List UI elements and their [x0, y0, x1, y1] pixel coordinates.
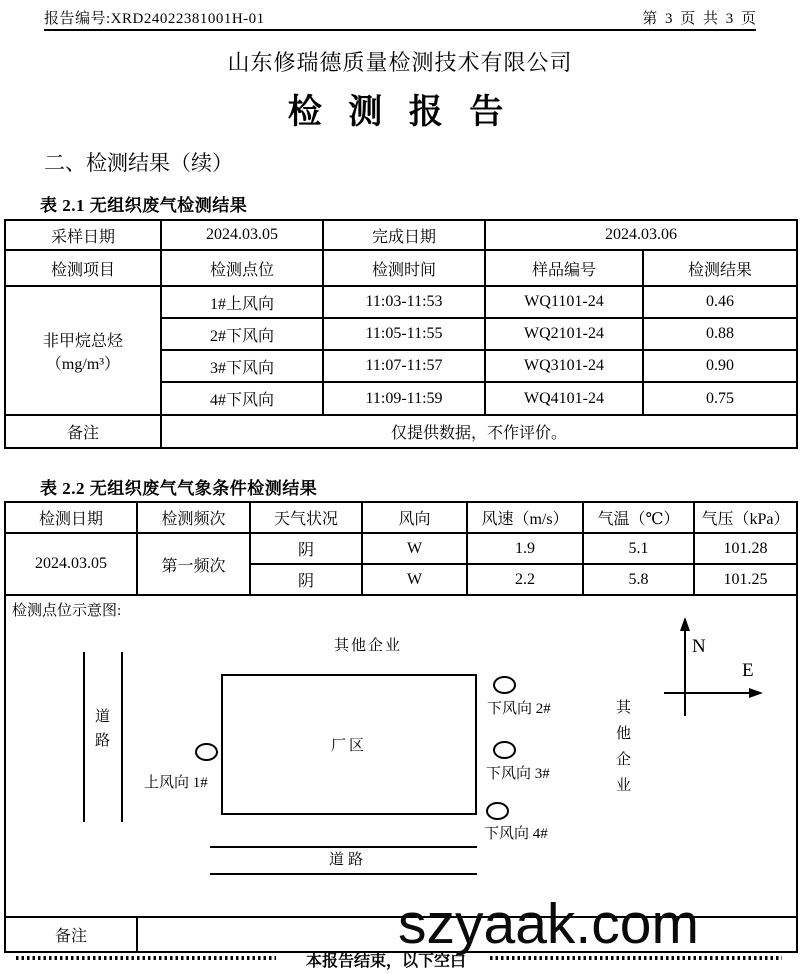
time-cell: 11:03-11:53 — [323, 286, 485, 318]
column-header: 气压（kPa） — [694, 502, 797, 533]
remark-label: 备注 — [5, 917, 137, 952]
completion-date-value: 2024.03.06 — [485, 220, 797, 250]
column-header: 检测点位 — [161, 250, 323, 286]
wind-speed-cell: 1.9 — [467, 533, 583, 564]
table22 — [4, 501, 798, 956]
document-title: 检 测 报 告 — [287, 94, 513, 131]
point-cell: 1#上风向 — [161, 286, 323, 318]
column-header: 风速（m/s） — [467, 502, 583, 533]
sampling-point-marker-4 — [486, 802, 509, 820]
result-cell: 0.75 — [643, 382, 797, 415]
downwind-2-label: 下风向 2# — [487, 701, 551, 717]
result-cell: 0.46 — [643, 286, 797, 318]
wind-speed-cell: 2.2 — [467, 564, 583, 595]
header-divider — [44, 29, 756, 31]
column-header: 气温（℃） — [583, 502, 694, 533]
time-cell: 11:07-11:57 — [323, 350, 485, 382]
report-number: 报告编号:XRD24022381001H-01 — [44, 11, 265, 27]
compass-east-label: E — [742, 660, 754, 681]
remark-label: 备注 — [5, 415, 161, 448]
factory-area-box — [221, 674, 477, 815]
remark-value: 仅提供数据，不作评价。 — [161, 415, 797, 448]
left-road-line — [121, 652, 123, 822]
sample-no-cell: WQ3101-24 — [485, 350, 643, 382]
company-name: 山东修瑞德质量检测技术有限公司 — [227, 50, 573, 75]
footer-dotted-line — [490, 956, 782, 960]
table21-title: 表 2.1 无组织废气检测结果 — [40, 196, 248, 215]
east-arrowhead-icon — [749, 688, 763, 698]
table21 — [4, 219, 798, 449]
sample-no-cell: WQ2101-24 — [485, 318, 643, 350]
report-end-text: 本报告结束，以下空白 — [305, 953, 466, 970]
page-number: 第 3 页 共 3 页 — [642, 11, 758, 27]
table-row — [5, 533, 797, 564]
time-cell: 11:09-11:59 — [323, 382, 485, 415]
result-cell: 0.88 — [643, 318, 797, 350]
column-header: 检测频次 — [137, 502, 250, 533]
bottom-road-label: 道路 — [328, 852, 367, 868]
table-row — [5, 220, 797, 250]
bottom-road-line — [210, 873, 477, 875]
left-road-label: 道路 — [93, 708, 109, 756]
table22-title: 表 2.2 无组织废气气象条件检测结果 — [40, 479, 318, 498]
upwind-1-label: 上风向 1# — [144, 775, 208, 791]
result-cell: 0.90 — [643, 350, 797, 382]
sampling-point-marker-2 — [493, 676, 516, 694]
diagram-label: 检测点位示意图: — [12, 603, 122, 619]
table-row — [5, 286, 797, 318]
sample-no-cell: WQ4101-24 — [485, 382, 643, 415]
compass-north-label: N — [692, 636, 706, 657]
column-header: 风向 — [362, 502, 467, 533]
column-header: 检测日期 — [5, 502, 137, 533]
north-arrowhead-icon — [680, 617, 690, 631]
sampling-date-label: 采样日期 — [5, 220, 161, 250]
watermark: szyaak.com — [398, 892, 699, 956]
test-item-cell — [5, 286, 161, 415]
sampling-point-marker-3 — [493, 741, 516, 759]
right-neighbor-label: 其他企业 — [614, 699, 630, 803]
top-neighbor-label: 其他企业 — [333, 638, 402, 654]
sampling-point-marker-1 — [195, 743, 218, 761]
sampling-diagram-cell — [5, 595, 797, 917]
sampling-point-diagram — [6, 596, 796, 916]
column-header: 样品编号 — [485, 250, 643, 286]
column-header: 检测项目 — [5, 250, 161, 286]
table-row — [5, 415, 797, 448]
wind-dir-cell: W — [362, 564, 467, 595]
test-item-unit: （mg/m³） — [45, 355, 121, 373]
date-cell: 2024.03.05 — [5, 533, 137, 595]
sampling-date-value: 2024.03.05 — [161, 220, 323, 250]
footer-dotted-line — [16, 956, 276, 960]
wind-dir-cell: W — [362, 533, 467, 564]
weather-cell: 阴 — [250, 564, 362, 595]
downwind-4-label: 下风向 4# — [484, 826, 548, 842]
pressure-cell: 101.25 — [694, 564, 797, 595]
left-road-line — [83, 652, 85, 822]
column-header: 检测时间 — [323, 250, 485, 286]
point-cell: 2#下风向 — [161, 318, 323, 350]
diagram-row — [5, 595, 797, 917]
point-cell: 4#下风向 — [161, 382, 323, 415]
test-item-name: 非甲烷总烃 — [42, 332, 123, 350]
sample-no-cell: WQ1101-24 — [485, 286, 643, 318]
table-header-row — [5, 502, 797, 533]
point-cell: 3#下风向 — [161, 350, 323, 382]
factory-area-label: 厂区 — [330, 738, 367, 754]
compass — [655, 614, 769, 726]
table-header-row — [5, 250, 797, 286]
section-heading: 二、检测结果（续） — [44, 151, 233, 175]
time-cell: 11:05-11:55 — [323, 318, 485, 350]
temp-cell: 5.8 — [583, 564, 694, 595]
weather-cell: 阴 — [250, 533, 362, 564]
downwind-3-label: 下风向 3# — [486, 766, 550, 782]
column-header: 天气状况 — [250, 502, 362, 533]
frequency-cell: 第一频次 — [137, 533, 250, 595]
pressure-cell: 101.28 — [694, 533, 797, 564]
temp-cell: 5.1 — [583, 533, 694, 564]
column-header: 检测结果 — [643, 250, 797, 286]
completion-date-label: 完成日期 — [323, 220, 485, 250]
